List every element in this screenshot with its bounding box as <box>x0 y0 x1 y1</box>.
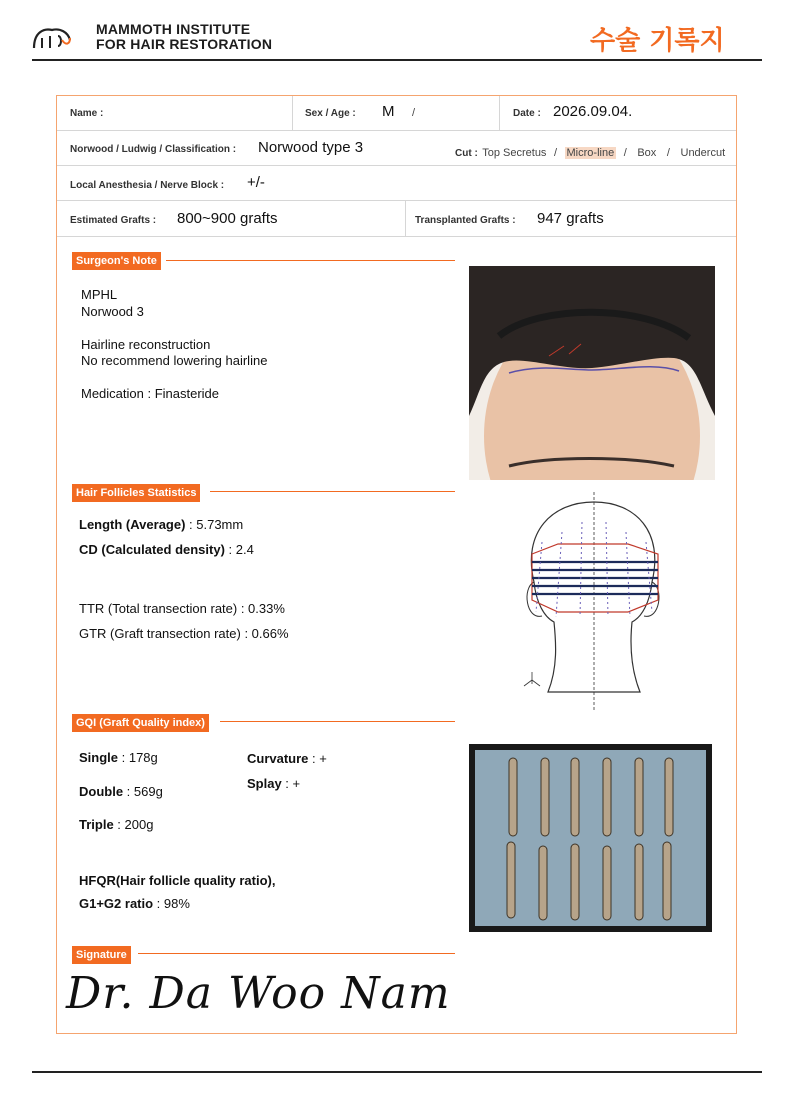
donor-area-diagram <box>512 492 666 714</box>
norwood-label: Norwood / Ludwig / Classification : <box>70 144 237 155</box>
note-line <box>81 370 267 387</box>
estimated-grafts-label: Estimated Grafts : <box>70 215 157 226</box>
row-divider <box>57 236 736 237</box>
g-ratio-value: : 98% <box>153 896 190 911</box>
institute-line1: MAMMOTH INSTITUTE <box>96 21 251 37</box>
ttr-label: TTR (Total transection rate) <box>79 601 238 616</box>
date-label: Date : <box>513 108 541 119</box>
anesthesia-field[interactable]: +/- <box>247 174 265 191</box>
sex-age-separator: / <box>412 107 416 119</box>
triple-value: : 200g <box>113 817 154 832</box>
footer-divider <box>32 1071 762 1073</box>
double-stat <box>79 784 163 799</box>
surgeons-note-heading: Surgeon's Note <box>72 252 161 270</box>
cd-value: : 2.4 <box>224 542 254 557</box>
cut-options: Cut : Top Secretus / Micro-line / Box / Undercut <box>455 147 726 159</box>
curvature-stat <box>247 751 327 766</box>
gtr-value: : 0.66% <box>240 626 289 641</box>
name-label: Name : <box>70 108 104 119</box>
institute-line2: FOR HAIR RESTORATION <box>96 36 273 52</box>
length-value: : 5.73mm <box>185 517 244 532</box>
hfqr-label: HFQR(Hair follicle quality ratio), <box>79 873 276 888</box>
graft-sample-photo <box>469 744 712 932</box>
section-rule <box>210 491 455 492</box>
cut-label: Cut : <box>455 148 478 159</box>
single-label: Single <box>79 750 119 765</box>
splay-stat <box>247 776 300 791</box>
cut-option-undercut[interactable]: Undercut <box>680 147 726 159</box>
sex-age-label: Sex / Age : <box>305 108 356 119</box>
norwood-field[interactable]: Norwood type 3 <box>258 139 364 156</box>
ttr-value: : 0.33% <box>237 601 285 616</box>
row-divider <box>57 200 736 201</box>
g-ratio-stat <box>79 896 190 911</box>
gtr-label: GTR (Graft transection rate) <box>79 626 241 641</box>
col-divider <box>499 96 500 130</box>
section-rule <box>166 260 455 261</box>
double-label: Double <box>79 784 124 799</box>
gqi-heading: GQI (Graft Quality index) <box>72 714 209 732</box>
mammoth-logo-icon <box>32 20 72 52</box>
double-value: : 569g <box>123 784 163 799</box>
ttr-stat <box>79 601 285 616</box>
document-title: 수술 기록지 <box>590 26 725 56</box>
cut-option-top-secretus[interactable]: Top Secretus <box>482 147 547 159</box>
length-label: Length (Average) <box>79 517 186 532</box>
cut-option-box[interactable]: Box <box>637 147 657 159</box>
note-line: Hairline reconstruction <box>81 336 211 352</box>
section-rule <box>138 953 455 954</box>
statistics-heading: Hair Follicles Statistics <box>72 484 200 502</box>
col-divider <box>292 96 293 130</box>
section-rule <box>220 721 455 722</box>
estimated-grafts-field[interactable]: 800~900 grafts <box>177 210 278 227</box>
row-divider <box>57 130 736 131</box>
note-line: Norwood 3 <box>81 303 144 319</box>
triple-label: Triple <box>79 817 114 832</box>
note-line: MPHL <box>81 287 118 302</box>
institute-name <box>96 22 272 52</box>
patient-hairline-photo <box>469 266 715 480</box>
header-divider <box>32 59 762 61</box>
col-divider <box>405 201 406 236</box>
triple-stat <box>79 817 153 832</box>
gtr-stat <box>79 626 289 641</box>
g-ratio-label: G1+G2 ratio <box>79 896 154 911</box>
single-stat <box>79 750 158 765</box>
splay-value: : + <box>281 776 301 791</box>
density-stat <box>79 542 254 557</box>
signature-handwriting: Dr. Da Woo Nam <box>66 968 451 1019</box>
surgeons-note-text <box>81 287 267 403</box>
row-divider <box>57 165 736 166</box>
date-field[interactable]: 2026.09.04. <box>553 103 633 120</box>
transplanted-grafts-label: Transplanted Grafts : <box>415 215 516 226</box>
transplanted-grafts-field[interactable]: 947 grafts <box>537 210 604 227</box>
anesthesia-label: Local Anesthesia / Nerve Block : <box>70 180 225 191</box>
curvature-label: Curvature <box>247 751 309 766</box>
sex-field[interactable]: M <box>382 103 395 120</box>
note-line <box>81 320 267 337</box>
note-line: No recommend lowering hairline <box>81 353 268 368</box>
length-stat <box>79 517 243 532</box>
note-line: Medication : Finasteride <box>81 386 220 401</box>
curvature-value: : + <box>308 751 327 766</box>
cd-label: CD (Calculated density) <box>79 542 225 557</box>
cut-option-micro-line[interactable]: Micro-line <box>566 147 615 159</box>
splay-label: Splay <box>247 776 282 791</box>
single-value: : 178g <box>118 750 158 765</box>
signature-heading: Signature <box>72 946 131 964</box>
